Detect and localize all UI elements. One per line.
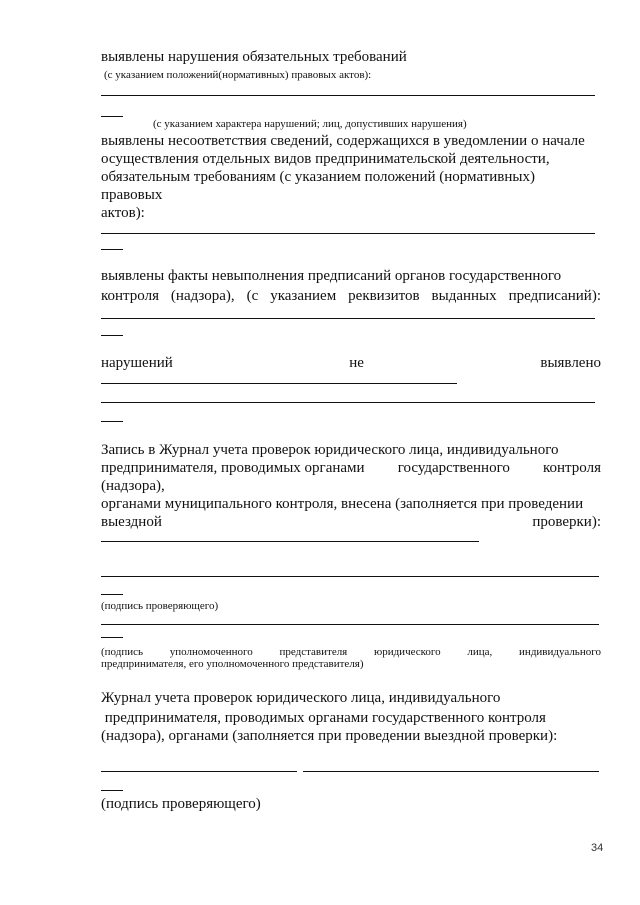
word: (подпись — [101, 646, 144, 658]
fill-in-line — [101, 95, 595, 96]
journal-absent-line-1: Журнал учета проверок юридического лица, индивидуального — [101, 690, 501, 706]
word: нарушений — [101, 355, 173, 371]
line-continuation-dash — [101, 335, 123, 336]
violations-character-note: (с указанием характера нарушений; лиц, допустивших нарушения) — [153, 118, 467, 130]
journal-absent-line-2: предпринимателя, проводимых органами государственного контроля — [101, 710, 546, 726]
violations-heading: выявлены нарушения обязательных требований — [101, 49, 407, 65]
journal-entry-line-1: Запись в Журнал учета проверок юридического лица, индивидуального — [101, 442, 559, 458]
word: индивидуального — [519, 646, 601, 658]
word: уполномоченного — [169, 646, 253, 658]
word: предпринимателя, проводимых органами — [101, 460, 365, 476]
page-number: 34 — [591, 842, 604, 854]
word: реквизитов — [348, 288, 420, 304]
prescriptions-line-2 — [101, 288, 601, 305]
journal-entry-line-2 — [101, 460, 601, 477]
word: контроля — [543, 460, 601, 476]
line-continuation-dash — [101, 249, 123, 250]
word: (с — [246, 288, 259, 304]
word: лица, — [467, 646, 493, 658]
signature-line — [303, 771, 599, 772]
inconsistencies-line-1: выявлены несоответствия сведений, содержащихся в уведомлении о начале — [101, 133, 585, 149]
fill-in-line — [101, 402, 595, 403]
signature-line — [101, 771, 297, 772]
journal-entry-line-3: (надзора), — [101, 478, 165, 494]
word: проверки): — [532, 514, 601, 530]
prescriptions-line-1: выявлены факты невыполнения предписаний органов государственного — [101, 268, 562, 284]
line-continuation-dash — [101, 594, 123, 595]
line-continuation-dash — [101, 790, 123, 791]
violations-sub-note: (с указанием положений(нормативных) правовых актов): — [104, 69, 372, 81]
line-continuation-dash — [101, 116, 123, 117]
signature-line — [101, 624, 599, 625]
inspector-signature-caption: (подпись проверяющего) — [101, 600, 219, 612]
word: выездной — [101, 514, 162, 530]
line-continuation-dash — [101, 637, 123, 638]
journal-absent-line-3: (надзора), органами (заполняется при проведении выездной проверки): — [101, 728, 558, 744]
inconsistencies-line-3: обязательным требованиям (с указанием положений (нормативных) — [101, 169, 535, 185]
journal-entry-line-4: органами муниципального контроля, внесена (заполняется при проведении — [101, 496, 584, 512]
word: не — [349, 355, 364, 371]
fill-in-line — [101, 383, 457, 384]
word: указанием — [270, 288, 337, 304]
signature-line — [101, 576, 599, 577]
word: (надзора), — [170, 288, 235, 304]
word: выданных — [431, 288, 497, 304]
inconsistencies-line-5: актов): — [101, 205, 145, 221]
inconsistencies-line-2: осуществления отдельных видов предпринимательской деятельности, — [101, 151, 550, 167]
word: юридического — [373, 646, 441, 658]
inspector-signature-caption: (подпись проверяющего) — [101, 796, 261, 812]
word: государственного — [397, 460, 510, 476]
fill-in-line — [101, 318, 595, 319]
fill-in-line — [101, 541, 479, 542]
journal-entry-line-5 — [101, 514, 601, 531]
line-continuation-dash — [101, 421, 123, 422]
inconsistencies-line-4: правовых — [101, 187, 163, 203]
representative-signature-caption-line-2: предпринимателя, его уполномоченного представителя) — [101, 658, 364, 670]
word: предписаний): — [508, 288, 601, 304]
word: контроля — [101, 288, 159, 304]
fill-in-line — [101, 233, 595, 234]
no-violations-line — [101, 355, 601, 372]
word: выявлено — [540, 355, 601, 371]
word: представителя — [279, 646, 348, 658]
